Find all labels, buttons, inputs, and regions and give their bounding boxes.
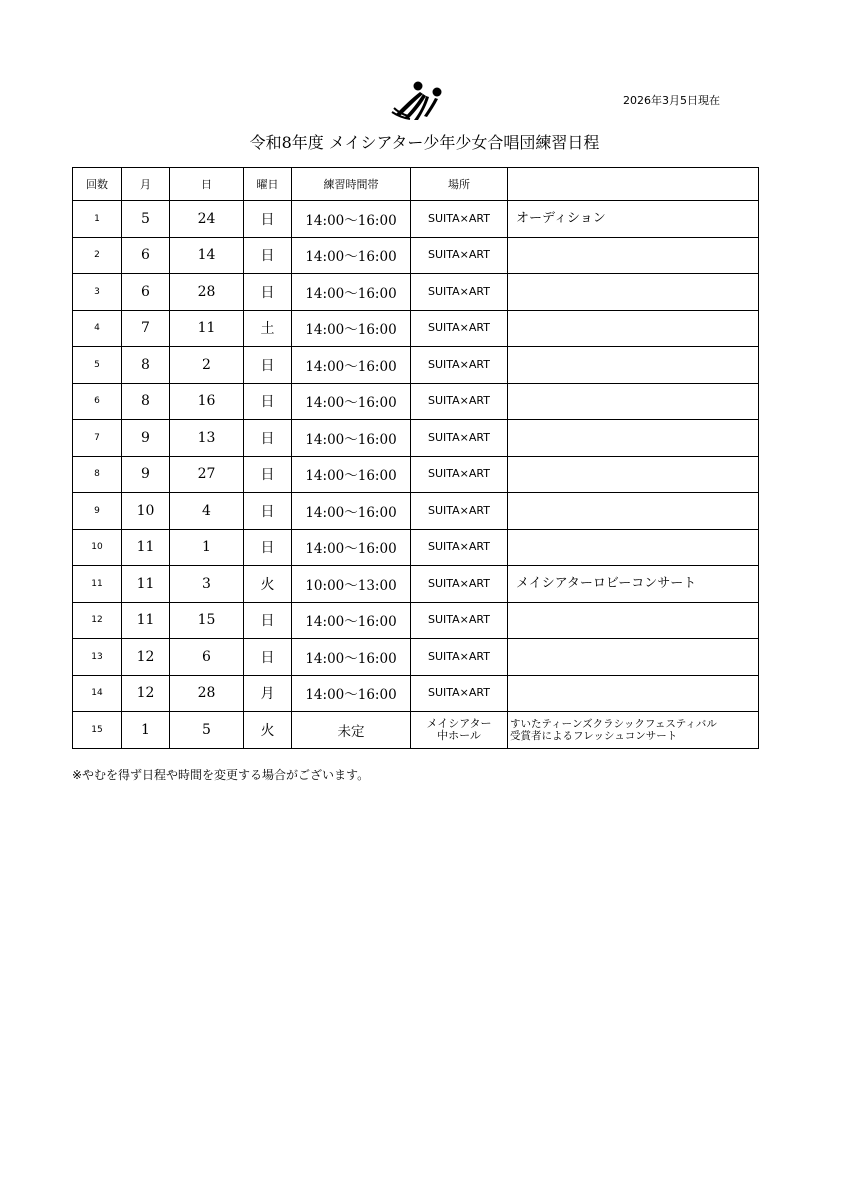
header-time: 練習時間帯	[292, 168, 411, 201]
row-time: 14:00～16:00	[292, 237, 411, 274]
row-month: 6	[122, 237, 170, 274]
row-note	[508, 383, 759, 420]
choir-logo-icon	[388, 78, 448, 122]
header-weekday: 曜日	[244, 168, 292, 201]
table-row	[73, 675, 759, 712]
row-weekday: 日	[244, 529, 292, 566]
row-day: 5	[170, 712, 244, 749]
row-time: 14:00～16:00	[292, 310, 411, 347]
row-time: 14:00～16:00	[292, 529, 411, 566]
row-count: 15	[73, 712, 122, 749]
row-day: 16	[170, 383, 244, 420]
row-weekday: 日	[244, 347, 292, 384]
row-time: 14:00～16:00	[292, 493, 411, 530]
row-month: 6	[122, 274, 170, 311]
row-place: SUITA×ART	[411, 529, 508, 566]
row-note	[508, 310, 759, 347]
table-row	[73, 566, 759, 603]
row-day: 13	[170, 420, 244, 457]
row-time: 14:00～16:00	[292, 602, 411, 639]
row-day: 15	[170, 602, 244, 639]
row-count: 1	[73, 201, 122, 238]
row-day: 27	[170, 456, 244, 493]
row-count: 12	[73, 602, 122, 639]
row-weekday: 火	[244, 712, 292, 749]
header-place: 場所	[411, 168, 508, 201]
table-row	[73, 493, 759, 530]
row-weekday: 日	[244, 274, 292, 311]
row-day: 3	[170, 566, 244, 603]
row-time: 14:00～16:00	[292, 420, 411, 457]
row-time: 未定	[292, 712, 411, 749]
row-place: SUITA×ART	[411, 602, 508, 639]
table-row	[73, 712, 759, 749]
row-day: 6	[170, 639, 244, 676]
row-day: 14	[170, 237, 244, 274]
row-place: SUITA×ART	[411, 456, 508, 493]
row-count: 3	[73, 274, 122, 311]
row-place: SUITA×ART	[411, 639, 508, 676]
row-time: 14:00～16:00	[292, 274, 411, 311]
row-count: 7	[73, 420, 122, 457]
row-month: 9	[122, 456, 170, 493]
row-count: 6	[73, 383, 122, 420]
row-day: 24	[170, 201, 244, 238]
header-month: 月	[122, 168, 170, 201]
row-count: 2	[73, 237, 122, 274]
row-weekday: 日	[244, 420, 292, 457]
row-count: 8	[73, 456, 122, 493]
row-count: 13	[73, 639, 122, 676]
row-month: 7	[122, 310, 170, 347]
table-row	[73, 383, 759, 420]
row-month: 1	[122, 712, 170, 749]
row-note	[508, 712, 759, 749]
row-note	[508, 347, 759, 384]
header-day: 日	[170, 168, 244, 201]
row-weekday: 日	[244, 602, 292, 639]
row-place	[411, 712, 508, 749]
practice-schedule-table	[72, 167, 759, 749]
note-line-2: 受賞者によるフレッシュコンサート	[510, 729, 678, 742]
table-header-row	[73, 168, 759, 201]
row-time: 14:00～16:00	[292, 347, 411, 384]
row-day: 2	[170, 347, 244, 384]
row-time: 14:00～16:00	[292, 383, 411, 420]
row-note	[508, 602, 759, 639]
table-row	[73, 529, 759, 566]
row-month: 12	[122, 639, 170, 676]
row-place: SUITA×ART	[411, 493, 508, 530]
row-note	[508, 493, 759, 530]
header-count: 回数	[73, 168, 122, 201]
table-row	[73, 237, 759, 274]
row-month: 8	[122, 383, 170, 420]
row-weekday: 日	[244, 639, 292, 676]
row-month: 11	[122, 529, 170, 566]
as-of-date: 2026年3月5日現在	[623, 94, 720, 107]
row-day: 1	[170, 529, 244, 566]
row-note: オーディション	[508, 201, 759, 238]
row-place: SUITA×ART	[411, 420, 508, 457]
table-row	[73, 456, 759, 493]
row-month: 12	[122, 675, 170, 712]
row-place: SUITA×ART	[411, 237, 508, 274]
row-count: 5	[73, 347, 122, 384]
row-place: SUITA×ART	[411, 347, 508, 384]
row-place: SUITA×ART	[411, 383, 508, 420]
row-weekday: 土	[244, 310, 292, 347]
table-row	[73, 602, 759, 639]
row-place: SUITA×ART	[411, 310, 508, 347]
table-row	[73, 274, 759, 311]
row-month: 9	[122, 420, 170, 457]
row-time: 14:00～16:00	[292, 639, 411, 676]
row-count: 14	[73, 675, 122, 712]
table-row	[73, 201, 759, 238]
row-weekday: 月	[244, 675, 292, 712]
row-time: 14:00～16:00	[292, 675, 411, 712]
row-note	[508, 529, 759, 566]
table-row	[73, 310, 759, 347]
row-month: 5	[122, 201, 170, 238]
row-weekday: 日	[244, 237, 292, 274]
table-row	[73, 420, 759, 457]
row-weekday: 日	[244, 456, 292, 493]
row-place: SUITA×ART	[411, 274, 508, 311]
row-weekday: 火	[244, 566, 292, 603]
table-row	[73, 639, 759, 676]
row-place: SUITA×ART	[411, 675, 508, 712]
row-day: 28	[170, 675, 244, 712]
footnote: ※やむを得ず日程や時間を変更する場合がございます。	[72, 768, 370, 782]
row-month: 11	[122, 602, 170, 639]
row-place: SUITA×ART	[411, 201, 508, 238]
note-line-1: すいたティーンズクラシックフェスティバル	[510, 717, 717, 730]
row-time: 14:00～16:00	[292, 456, 411, 493]
row-note	[508, 456, 759, 493]
header-note	[508, 168, 759, 201]
row-time: 10:00～13:00	[292, 566, 411, 603]
row-day: 28	[170, 274, 244, 311]
page-title: 令和8年度 メイシアター少年少女合唱団練習日程	[249, 133, 600, 152]
row-day: 4	[170, 493, 244, 530]
row-count: 9	[73, 493, 122, 530]
row-count: 11	[73, 566, 122, 603]
place-line-1: メイシアター	[426, 716, 492, 730]
row-count: 10	[73, 529, 122, 566]
row-note	[508, 639, 759, 676]
row-month: 10	[122, 493, 170, 530]
row-weekday: 日	[244, 383, 292, 420]
row-note: メイシアターロビーコンサート	[508, 566, 759, 603]
row-month: 8	[122, 347, 170, 384]
row-weekday: 日	[244, 201, 292, 238]
row-note	[508, 237, 759, 274]
row-day: 11	[170, 310, 244, 347]
row-note	[508, 420, 759, 457]
row-place: SUITA×ART	[411, 566, 508, 603]
place-line-2: 中ホール	[437, 728, 481, 742]
row-month: 11	[122, 566, 170, 603]
row-note	[508, 274, 759, 311]
row-note	[508, 675, 759, 712]
row-count: 4	[73, 310, 122, 347]
table-row	[73, 347, 759, 384]
row-time: 14:00～16:00	[292, 201, 411, 238]
row-weekday: 日	[244, 493, 292, 530]
